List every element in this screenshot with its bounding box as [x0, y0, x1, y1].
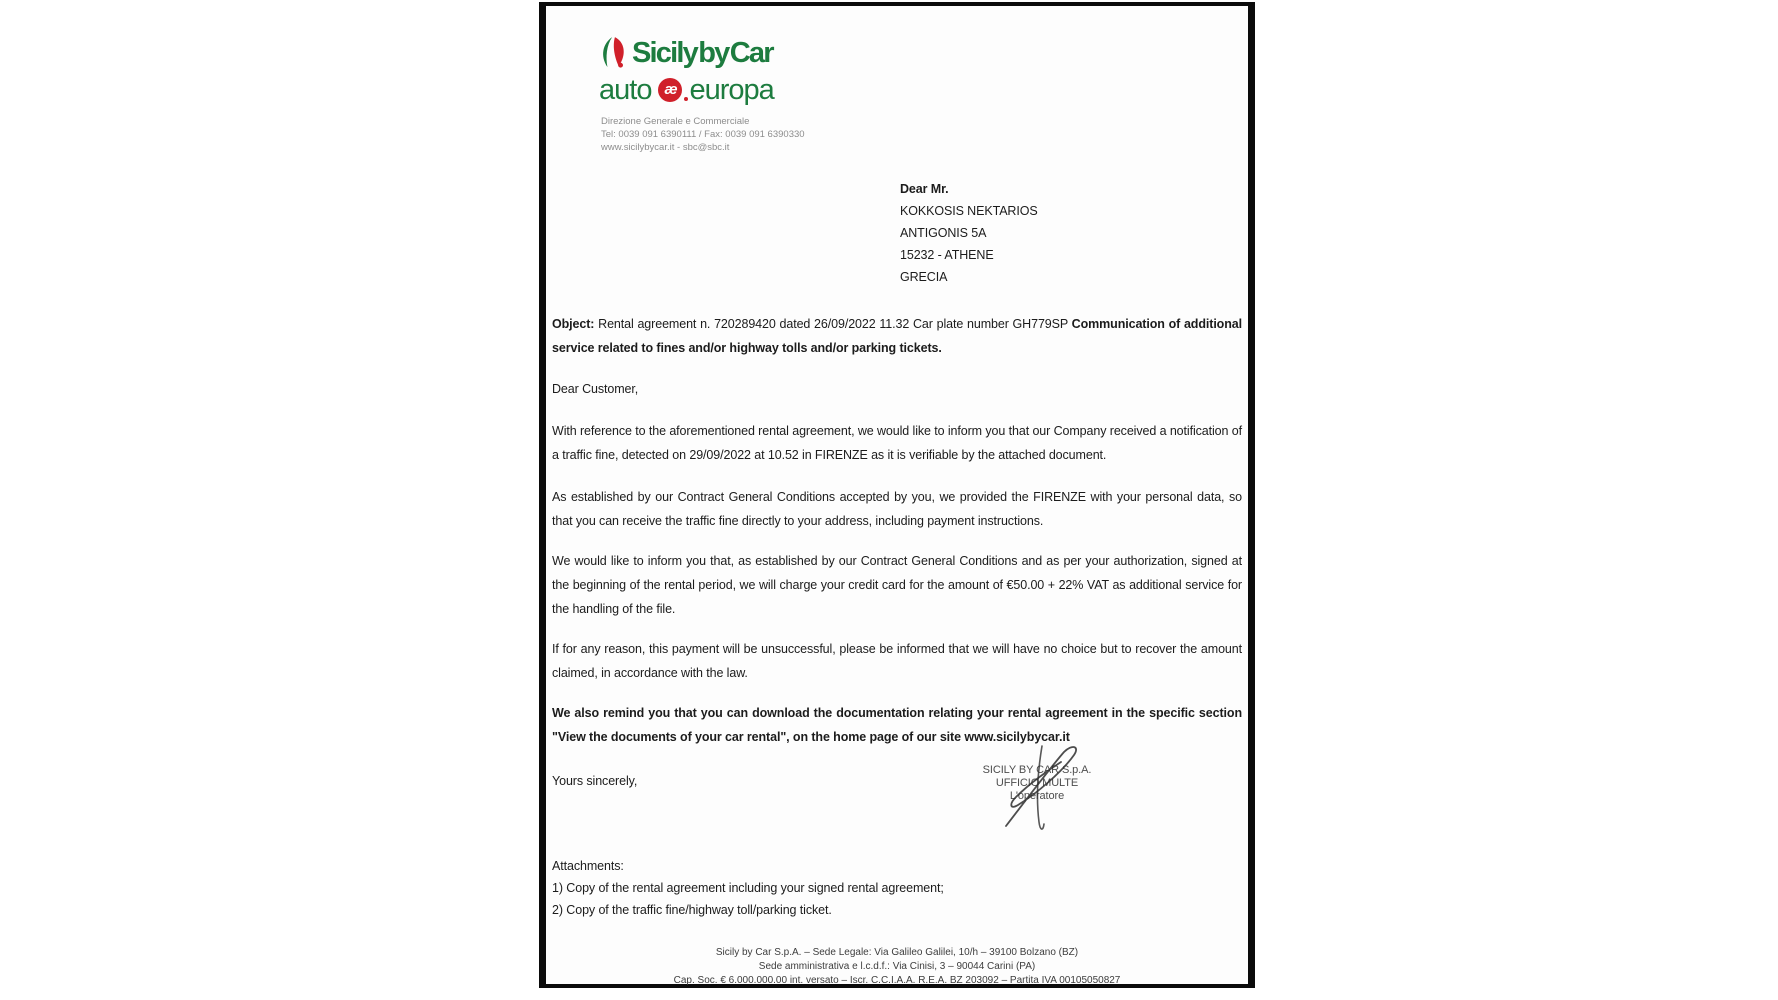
closing-row — [552, 764, 1242, 829]
recipient-address-block — [900, 178, 1242, 288]
contact-web-email: www.sicilybycar.it - sbc@sbc.it — [601, 142, 730, 153]
company-logo — [599, 36, 1242, 106]
closing-text: Yours sincerely, — [552, 774, 638, 788]
attachment-item-1: 1) Copy of the rental agreement including your signed rental agreement; — [552, 881, 944, 895]
signature-role: L'operatore — [1009, 790, 1065, 802]
brand-name-text: Sicily by Car — [632, 37, 773, 69]
body-paragraph-1: With reference to the aforementioned rental agreement, we would like to inform you that our Company received a notification of a traffic fine, detected on 29/09/2022 at 10.52 in FIRENZE as it is verifiable by the attached document. — [552, 424, 1242, 462]
letter-document — [539, 2, 1255, 988]
body-paragraph-bold: We also remind you that you can download the documentation relating your rental agreement in the specific section "View the documents of your car rental", on the home page of our site www.sicilybycar.it — [552, 706, 1242, 744]
body-paragraph-3: We would like to inform you that, as established by our Contract General Conditions and as per your authorization, signed at the beginning of the rental period, we will charge your credit card for the amount of €50.00 + 22% VAT as additional service for the handling of the file. — [552, 554, 1242, 616]
logo-brand-line — [599, 36, 1242, 74]
company-contact-block — [601, 115, 1242, 154]
object-normal-text: Rental agreement n. 720289420 dated 26/09/2022 11.32 Car plate number GH779SP — [594, 317, 1072, 331]
object-bold-text: Communication of additional service related to fines and/or highway tolls and/or parking tickets. — [552, 317, 1242, 355]
signature-office: UFFICIO MULTE — [995, 777, 1079, 789]
attachments-title: Attachments: — [552, 859, 624, 873]
brand-auto-text: auto — [599, 74, 652, 106]
brand-europa-text: europa — [689, 74, 774, 106]
logo-auto-europa-line — [599, 74, 1242, 106]
object-paragraph — [552, 312, 1242, 360]
recipient-street: ANTIGONIS 5A — [900, 226, 987, 240]
footer-legal-address: Sicily by Car S.p.A. – Sede Legale: Via Galileo Galilei, 10/h – 39100 Bolzano (BZ) — [715, 947, 1079, 958]
recipient-city: 15232 - ATHENE — [900, 248, 994, 262]
signature-company: SICILY BY CAR S.p.A. — [982, 764, 1092, 776]
attachments-block — [552, 855, 1242, 921]
contact-tel-fax: Tel: 0039 091 6390111 / Fax: 0039 091 6390330 — [601, 129, 805, 140]
attachment-item-2: 2) Copy of the traffic fine/highway toll/parking ticket. — [552, 903, 832, 917]
recipient-name: KOKKOSIS NEKTARIOS — [900, 204, 1038, 218]
body-paragraph-2: As established by our Contract General Conditions accepted by you, we provided the FIRENZE with your personal data, so that you can receive the traffic fine directly to your address, including payment instructions. — [552, 490, 1242, 528]
greeting: Dear Customer, — [552, 382, 639, 396]
object-label: Object: — [552, 317, 595, 331]
footer-admin-address: Sede amministrativa e l.c.d.f.: Via Cinisi, 3 – 90044 Carini (PA) — [758, 961, 1036, 972]
company-footer — [552, 946, 1242, 988]
letter-content — [546, 36, 1248, 988]
sicily-by-car-leaf-icon — [599, 36, 629, 70]
signature-block — [972, 764, 1102, 803]
body-paragraph-4: If for any reason, this payment will be unsuccessful, please be informed that we will have no choice but to recover the amount claimed, in accordance with the law. — [552, 642, 1242, 680]
footer-registration: Cap. Soc. € 6.000.000.00 int. versato – Iscr. C.C.I.A.A. R.E.A. BZ 203092 – Partita IVA 00105050827 — [673, 975, 1121, 986]
ae-badge-icon: æ — [658, 78, 682, 102]
ae-dot-icon — [684, 97, 688, 101]
recipient-country: GRECIA — [900, 270, 948, 284]
recipient-salutation: Dear Mr. — [900, 182, 949, 196]
contact-direzione: Direzione Generale e Commerciale — [601, 116, 750, 127]
